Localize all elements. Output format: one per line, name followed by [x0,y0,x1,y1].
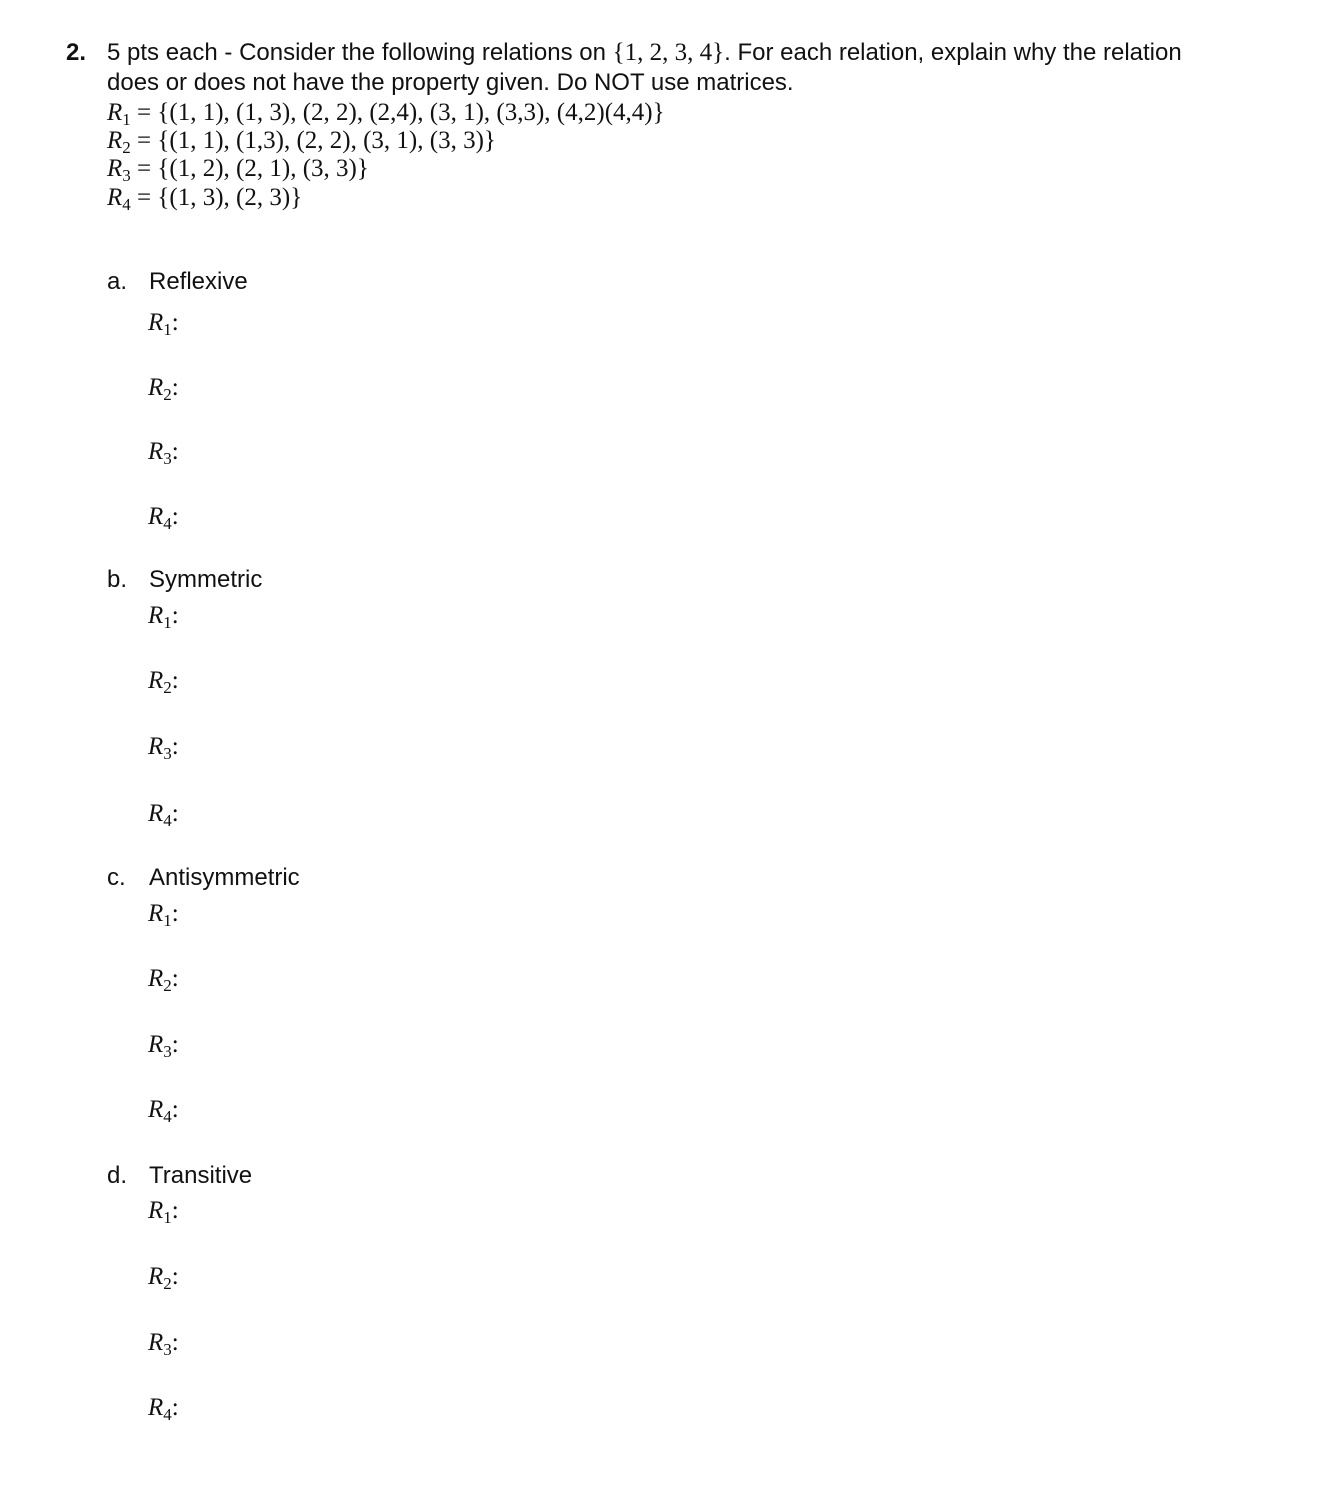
part-b-answer-r2 [148,666,179,696]
answer-symbol: R [148,602,164,629]
part-letter: a. [107,268,128,295]
relation-equals: = [130,155,158,182]
part-a-heading [107,267,248,297]
answer-symbol: R [148,900,164,927]
answer-subscript: 2 [163,1274,172,1293]
part-d-answer-r2 [148,1262,179,1292]
part-d-heading [107,1161,252,1191]
answer-colon: : [171,965,179,992]
answer-colon: : [171,309,179,336]
answer-subscript: 3 [163,1340,172,1359]
answer-colon: : [171,1096,179,1123]
relation-subscript: 3 [122,166,131,185]
answer-symbol: R [148,1263,164,1290]
answer-subscript: 4 [163,1107,172,1126]
part-title: Antisymmetric [149,864,300,891]
prompt-line-2: does or does not have the property given. Do NOT use matrices. [107,69,794,96]
part-title: Symmetric [149,566,263,593]
answer-subscript: 1 [163,320,172,339]
question-number: 2. [66,39,87,66]
relation-r3 [107,154,369,184]
relation-symbol: R [107,155,123,182]
part-c-answer-r4 [148,1095,179,1125]
relation-set: {(1, 3), (2, 3)} [157,184,303,211]
part-title: Reflexive [149,268,248,295]
part-a-answer-r3 [148,437,179,467]
part-c-answer-r3 [148,1030,179,1060]
relation-set: {(1, 2), (2, 1), (3, 3)} [157,155,369,182]
part-a-answer-r2 [148,373,179,403]
answer-subscript: 4 [163,514,172,533]
part-title: Transitive [149,1162,253,1189]
relation-subscript: 1 [122,110,131,129]
answer-symbol: R [148,438,164,465]
answer-subscript: 2 [163,976,172,995]
answer-subscript: 4 [163,1405,172,1424]
part-b-answer-r3 [148,732,179,762]
prompt-text-end: . For each relation, explain why the relation [724,39,1182,66]
answer-subscript: 1 [163,911,172,930]
answer-symbol: R [148,733,164,760]
answer-colon: : [171,800,179,827]
prompt-text-start: 5 pts each - Consider the following relations on [107,39,613,66]
part-c-heading [107,863,300,893]
relation-r4 [107,183,302,213]
part-b-answer-r1 [148,601,179,631]
answer-symbol: R [148,667,164,694]
relation-equals: = [130,127,158,154]
relation-symbol: R [107,127,123,154]
answer-subscript: 2 [163,678,172,697]
answer-subscript: 1 [163,1208,172,1227]
part-b-heading [107,565,262,595]
answer-subscript: 2 [163,385,172,404]
answer-colon: : [171,1394,179,1421]
answer-colon: : [171,1263,179,1290]
answer-symbol: R [148,965,164,992]
answer-symbol: R [148,1197,164,1224]
answer-colon: : [171,1031,179,1058]
answer-subscript: 3 [163,449,172,468]
part-c-answer-r2 [148,964,179,994]
relation-subscript: 4 [122,195,131,214]
part-d-answer-r4 [148,1393,179,1423]
answer-symbol: R [148,1096,164,1123]
relation-symbol: R [107,99,123,126]
part-d-answer-r3 [148,1328,179,1358]
answer-colon: : [171,900,179,927]
answer-colon: : [171,438,179,465]
part-letter: d. [107,1162,128,1189]
part-letter: c. [107,864,126,891]
answer-colon: : [171,1329,179,1356]
answer-symbol: R [148,309,164,336]
answer-colon: : [171,374,179,401]
answer-subscript: 4 [163,811,172,830]
part-a-answer-r1 [148,308,179,338]
answer-colon: : [171,602,179,629]
answer-symbol: R [148,1329,164,1356]
part-d-answer-r1 [148,1196,179,1226]
answer-colon: : [171,1197,179,1224]
prompt-line-1 [107,38,1267,68]
relation-symbol: R [107,184,123,211]
part-c-answer-r1 [148,899,179,929]
relation-equals: = [130,99,158,126]
relation-set: {(1, 1), (1, 3), (2, 2), (2,4), (3, 1), (3,3), (4,2)(4,4)} [157,99,665,126]
relation-r2 [107,126,496,156]
prompt-set: {1, 2, 3, 4} [612,39,725,66]
answer-colon: : [171,667,179,694]
answer-subscript: 3 [163,744,172,763]
answer-symbol: R [148,374,164,401]
answer-symbol: R [148,1394,164,1421]
part-letter: b. [107,566,128,593]
part-a-answer-r4 [148,502,179,532]
relation-equals: = [130,184,158,211]
relation-r1 [107,98,665,128]
answer-colon: : [171,503,179,530]
answer-colon: : [171,733,179,760]
answer-subscript: 3 [163,1042,172,1061]
relation-subscript: 2 [122,138,131,157]
answer-symbol: R [148,800,164,827]
answer-subscript: 1 [163,613,172,632]
answer-symbol: R [148,1031,164,1058]
question-prompt [107,38,1267,98]
answer-symbol: R [148,503,164,530]
relation-set: {(1, 1), (1,3), (2, 2), (3, 1), (3, 3)} [157,127,496,154]
part-b-answer-r4 [148,799,179,829]
